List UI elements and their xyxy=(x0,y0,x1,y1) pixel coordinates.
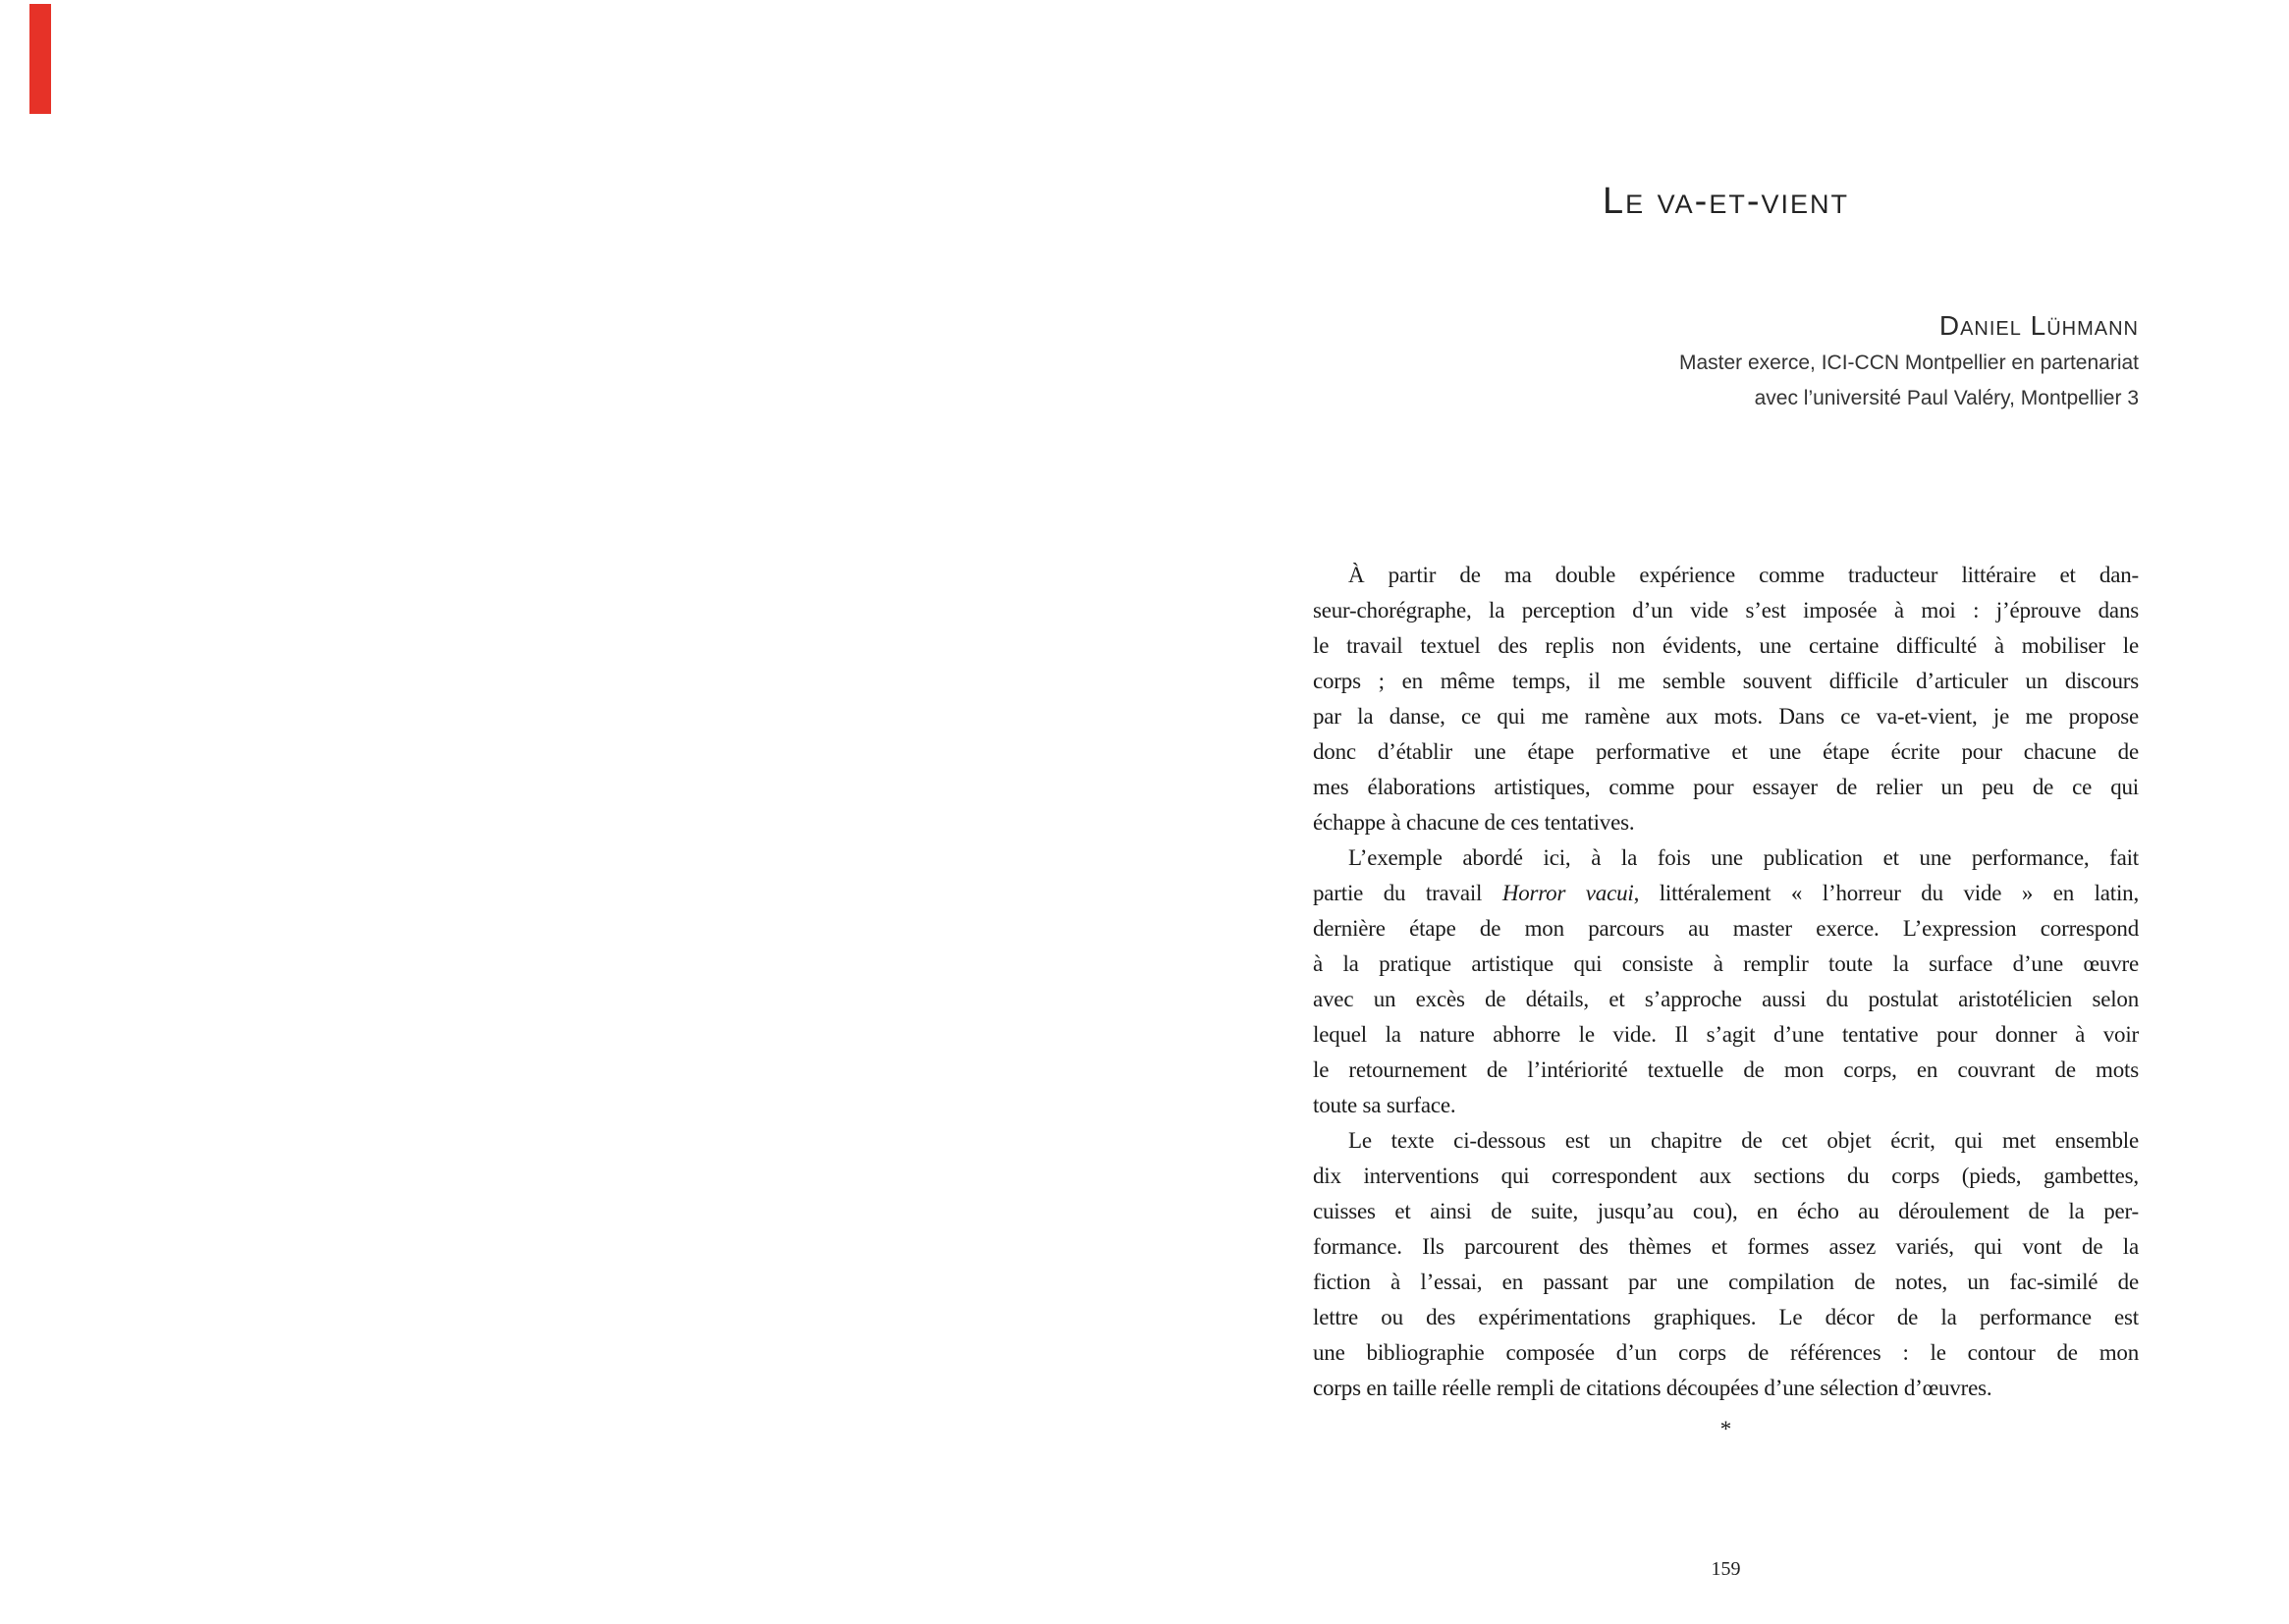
body-line-p3-l3: cuisses et ainsi de suite, jusqu’au cou), en écho au déroulement de la per- xyxy=(1313,1199,2139,1223)
page-title: Le va-et-vient xyxy=(1602,181,1850,222)
text-segment: partie du travail xyxy=(1313,881,1502,905)
body-line-p3-l7: une bibliographie composée d’un corps de références : le contour de mon xyxy=(1313,1340,2139,1365)
body-line-p1-l2: seur-chorégraphe, la perception d’un vide s’est imposée à moi : j’éprouve dans xyxy=(1313,598,2139,623)
body-line-p3-l2: dix interventions qui correspondent aux sections du corps (pieds, gambettes, xyxy=(1313,1164,2139,1188)
section-separator-asterisk: * xyxy=(1719,1417,1732,1441)
page-number: 159 xyxy=(1711,1558,1741,1580)
author-name: Daniel Lühmann xyxy=(1938,310,2139,341)
author-block xyxy=(1313,306,2139,416)
body-line-p1-l5: par la danse, ce qui me ramène aux mots. Dans ce va-et-vient, je me propose xyxy=(1313,704,2139,729)
body-line-p2-l4: à la pratique artistique qui consiste à remplir toute la surface d’une œuvre xyxy=(1313,951,2139,976)
body-line-p2-l8: toute sa surface. xyxy=(1313,1093,1456,1117)
body-line-p2-l1: L’exemple abordé ici, à la fois une publication et une performance, fait xyxy=(1348,845,2139,870)
body-line-p3-l5: fiction à l’essai, en passant par une compilation de notes, un fac-similé de xyxy=(1313,1270,2139,1294)
affiliation-line-2: avec l’université Paul Valéry, Montpellier 3 xyxy=(1754,387,2139,409)
body-line-p2-l3: dernière étape de mon parcours au master exerce. L’expression correspond xyxy=(1313,916,2139,941)
body-line-p1-l3: le travail textuel des replis non évidents, une certaine difficulté à mobiliser le xyxy=(1313,633,2139,658)
body-line-p3-l8: corps en taille réelle rempli de citations découpées d’une sélection d’œuvres. xyxy=(1313,1376,1992,1400)
body-line-p1-l6: donc d’établir une étape performative et une étape écrite pour chacune de xyxy=(1313,739,2139,764)
italic-work-title: Horror vacui xyxy=(1501,881,1634,905)
text-segment: , littéralement « l’horreur du vide » en latin, xyxy=(1633,881,2140,905)
body-line-p1-l1: À partir de ma double expérience comme traducteur littéraire et dan- xyxy=(1348,563,2139,587)
body-line-p2-l7: le retournement de l’intériorité textuelle de mon corps, en couvrant de mots xyxy=(1313,1057,2139,1082)
body-line-p1-l7: mes élaborations artistiques, comme pour essayer de relier un peu de ce qui xyxy=(1313,775,2139,799)
body-text xyxy=(1313,558,2139,1406)
body-line-p3-l1: Le texte ci-dessous est un chapitre de cet objet écrit, qui met ensemble xyxy=(1348,1128,2139,1153)
chapter-color-tab xyxy=(29,4,51,114)
affiliation-line-1: Master exerce, ICI-CCN Montpellier en partenariat xyxy=(1678,352,2139,374)
body-line-p2-l2 xyxy=(1313,876,2139,911)
body-line-p2-l5: avec un excès de détails, et s’approche aussi du postulat aristotélicien selon xyxy=(1313,987,2139,1011)
body-line-p1-l8: échappe à chacune de ces tentatives. xyxy=(1313,810,1635,835)
body-line-p3-l6: lettre ou des expérimentations graphiques. Le décor de la performance est xyxy=(1313,1305,2139,1329)
body-line-p3-l4: formance. Ils parcourent des thèmes et formes assez variés, qui vont de la xyxy=(1313,1234,2139,1259)
body-line-p1-l4: corps ; en même temps, il me semble souvent difficile d’articuler un discours xyxy=(1313,669,2139,693)
body-line-p2-l6: lequel la nature abhorre le vide. Il s’agit d’une tentative pour donner à voir xyxy=(1313,1022,2139,1047)
